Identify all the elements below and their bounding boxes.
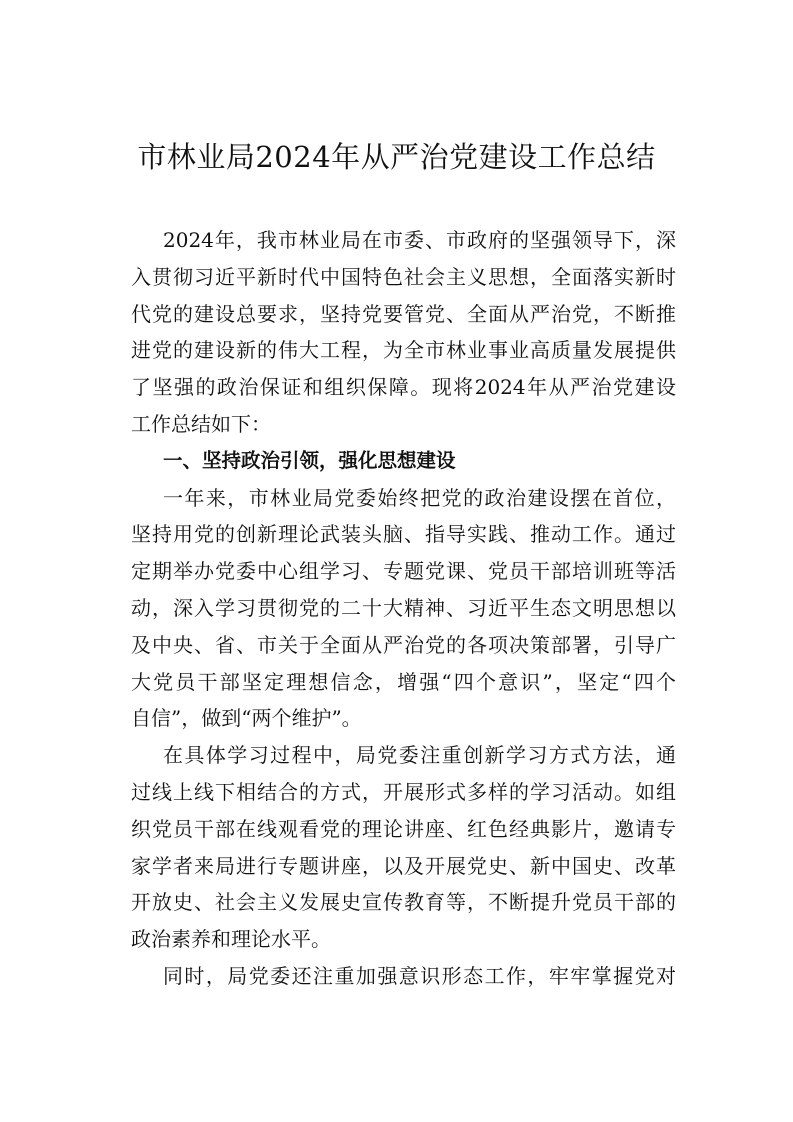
document-title: 市林业局2024年从严治党建设工作总结 bbox=[137, 140, 656, 174]
paragraph-line: 了坚强的政治保证和组织保障。现将2024年从严治党建设 bbox=[131, 375, 676, 400]
paragraph-line: 在具体学习过程中，局党委注重创新学习方式方法，通 bbox=[163, 743, 676, 768]
paragraph-line: 动，深入学习贯彻党的二十大精神、习近平生态文明思想以 bbox=[131, 595, 676, 620]
document-body bbox=[131, 222, 676, 995]
paragraph-line: 织党员干部在线观看党的理论讲座、红色经典影片，邀请专 bbox=[131, 816, 676, 841]
paragraph-line: 工作总结如下： bbox=[131, 411, 271, 436]
paragraph-line: 代党的建设总要求，坚持党要管党、全面从严治党，不断推 bbox=[131, 301, 676, 326]
paragraph-line: 及中央、省、市关于全面从严治党的各项决策部署，引导广 bbox=[131, 632, 676, 657]
paragraph-line: 定期举办党委中心组学习、专题党课、党员干部培训班等活 bbox=[131, 559, 676, 584]
paragraph-line: 入贯彻习近平新时代中国特色社会主义思想，全面落实新时 bbox=[131, 264, 676, 289]
paragraph-line: 过线上线下相结合的方式，开展形式多样的学习活动。如组 bbox=[131, 779, 676, 804]
paragraph-line: 大党员干部坚定理想信念，增强“四个意识”，坚定“四个 bbox=[131, 669, 676, 694]
paragraph-line: 2024年，我市林业局在市委、市政府的坚强领导下，深 bbox=[163, 228, 676, 252]
paragraph-line: 开放史、社会主义发展史宣传教育等，不断提升党员干部的 bbox=[131, 890, 676, 915]
paragraph-line: 自信”，做到“两个维护”。 bbox=[131, 706, 362, 731]
paragraph-line: 一年来，市林业局党委始终把党的政治建设摆在首位， bbox=[163, 485, 676, 510]
paragraph-line: 同时，局党委还注重加强意识形态工作，牢牢掌握党对 bbox=[163, 963, 676, 988]
section-heading: 一、坚持政治引领，强化思想建设 bbox=[163, 448, 456, 472]
paragraph-line: 坚持用党的创新理论武装头脑、指导实践、推动工作。通过 bbox=[131, 522, 676, 547]
paragraph-line: 进党的建设新的伟大工程，为全市林业事业高质量发展提供 bbox=[131, 338, 676, 363]
paragraph-line: 政治素养和理论水平。 bbox=[131, 927, 331, 952]
paragraph-line: 家学者来局进行专题讲座，以及开展党史、新中国史、改革 bbox=[131, 853, 676, 878]
